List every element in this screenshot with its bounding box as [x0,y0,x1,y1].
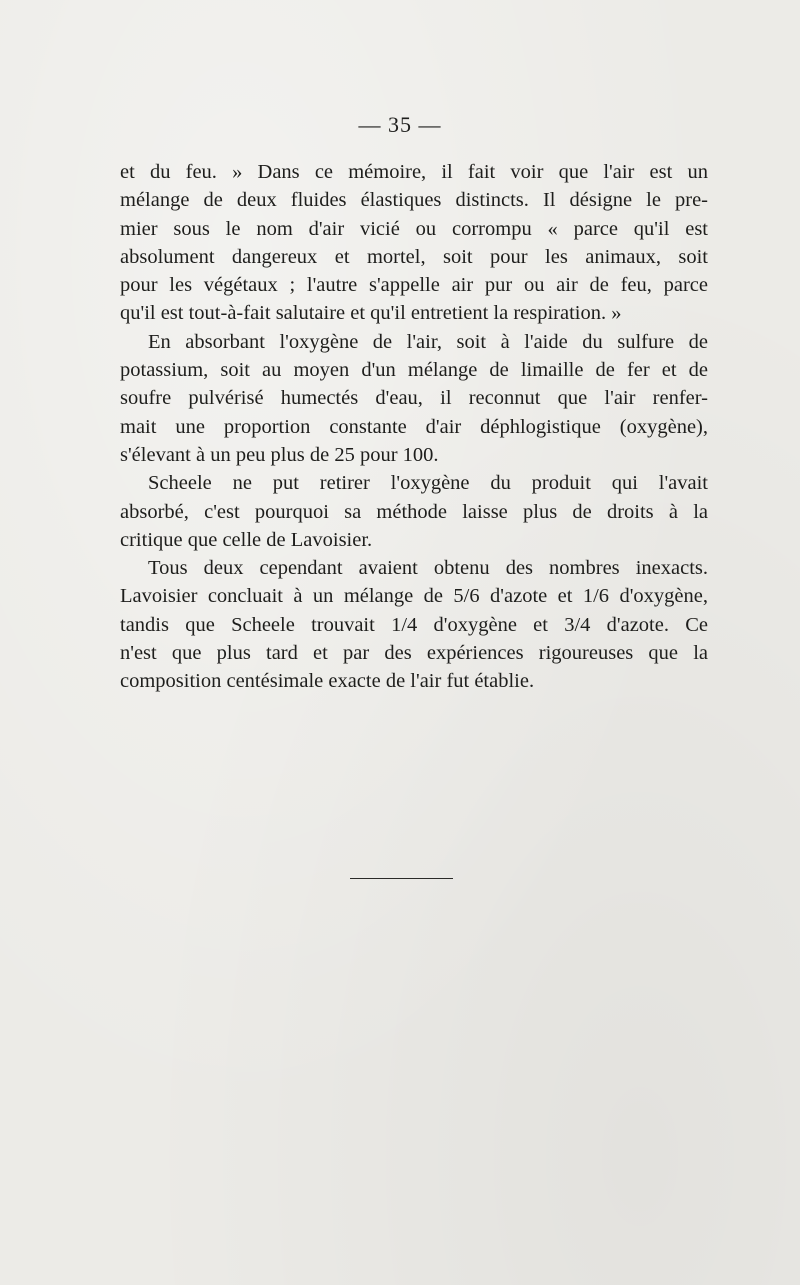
body-text [120,158,708,696]
text-line: tandis que Scheele trouvait 1/4 d'oxygène et 3/4 d'azote. Ce [120,613,708,636]
text-line: absolument dangereux et mortel, soit pour les animaux, soit [120,245,708,268]
text-line: Tous deux cependant avaient obtenu des nombres inexacts. [148,557,708,580]
section-separator [350,878,453,879]
text-line: Lavoisier concluait à un mélange de 5/6 d'azote et 1/6 d'oxygène, [120,585,708,608]
text-line: En absorbant l'oxygène de l'air, soit à l'aide du sulfure de [148,330,708,353]
text-line: n'est que plus tard et par des expériences rigoureuses que la [120,642,708,665]
text-line: composition centésimale exacte de l'air fut établie. [120,670,535,693]
text-line: Scheele ne put retirer l'oxygène du produit qui l'avait [148,472,708,495]
text-line: qu'il est tout-à-fait salutaire et qu'il entretient la respiration. » [120,302,622,325]
text-line: pour les végétaux ; l'autre s'appelle air pur ou air de feu, parce [120,274,708,297]
text-line: mélange de deux fluides élastiques distincts. Il désigne le pre- [120,189,708,212]
text-line: potassium, soit au moyen d'un mélange de limaille de fer et de [120,359,708,382]
text-line: absorbé, c'est pourquoi sa méthode laisse plus de droits à la [120,500,708,523]
text-line: mait une proportion constante d'air déphlogistique (oxygène), [120,415,708,438]
page-number: — 35 — [358,112,442,137]
text-line: soufre pulvérisé humectés d'eau, il reconnut que l'air renfer- [120,387,708,410]
text-line: et du feu. » Dans ce mémoire, il fait voir que l'air est un [120,161,708,183]
text-line: mier sous le nom d'air vicié ou corrompu « parce qu'il est [120,217,708,240]
text-line: critique que celle de Lavoisier. [120,528,373,551]
text-line: s'élevant à un peu plus de 25 pour 100. [120,443,439,466]
